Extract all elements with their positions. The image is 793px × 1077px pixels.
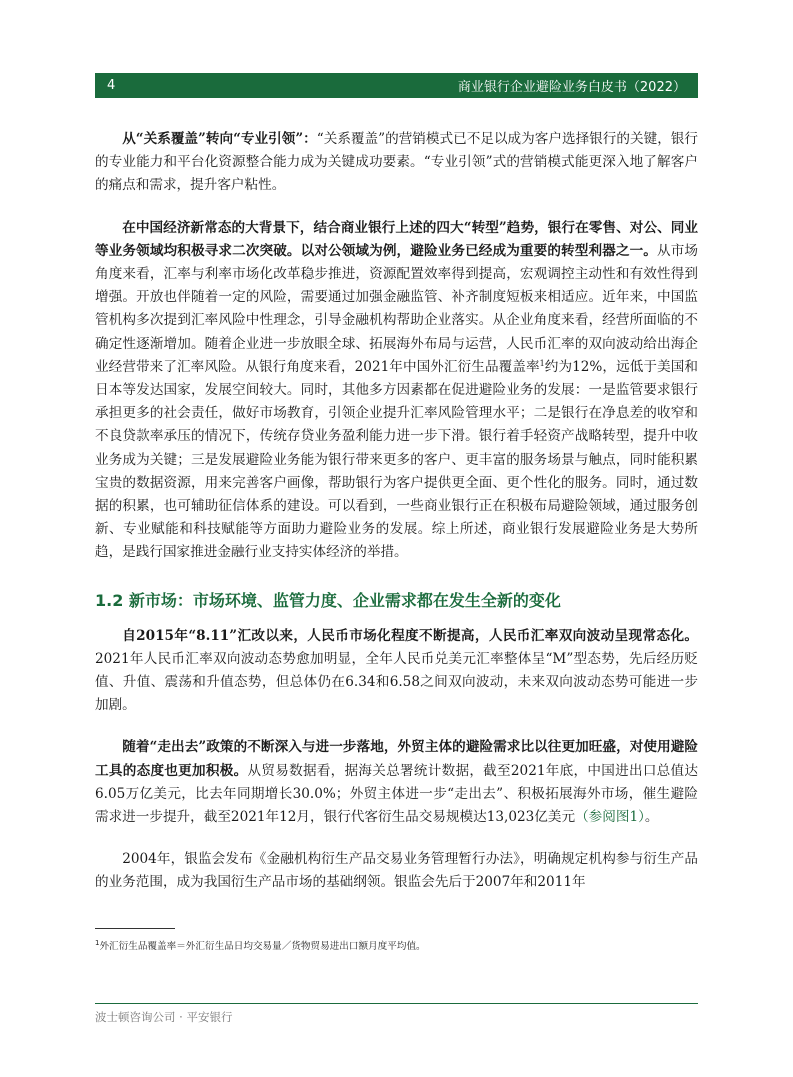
paragraph-3-lead: 自2015年“8.11”汇改以来，人民币市场化程度不断提高，人民币汇率双向波动呈现常态化。	[122, 627, 698, 644]
paragraph-5	[95, 848, 698, 894]
paragraph-4	[95, 736, 698, 829]
footnote	[95, 938, 426, 952]
paragraph-2-lead: 在中国经济新常态的大背景下，结合商业银行上述的四大“转型”趋势，银行在零售、对公、同业等业务领域均积极寻求二次突破。以对公领域为例，避险业务已经成为重要的转型利器之一。	[95, 219, 698, 259]
paragraph-2-body-b: 约为12%，远低于美国和日本等发达国家，发展空间较大。同时，其他多方因素都在促进避险业务的发展：一是监管要求银行承担更多的社会责任，做好市场教育，引领企业提升汇率风险管理水平；二是银行在净息差的收窄和不良贷款率承压的情况下，传统存贷业务盈利能力进一步下滑。银行着手轻资产战略转型，提升中收业务成为关键；三是发展避险业务能为银行带来更多的客户、更丰富的服务场景与触点，同时能积累宝贵的数据资源，用来完善客户画像，帮助银行为客户提供更全面、更个性化的服务。同时，通过数据的积累，也可辅助征信体系的建设。可以看到，一些商业银行正在积极布局避险领域，通过服务创新、专业赋能和科技赋能等方面助力避险业务的发展。综上所述，商业银行发展避险业务是大势所趋，是践行国家推进金融行业支持实体经济的举措。	[95, 358, 699, 561]
paragraph-1-body: “关系覆盖”的营销模式已不足以成为客户选择银行的关键，银行的专业能力和平台化资源整合能力成为关键成功要素。“专业引领”式的营销模式能更深入地了解客户的痛点和需求，提升客户粘性。	[95, 131, 698, 194]
paragraph-1	[95, 128, 698, 198]
paragraph-4-lead: 随着“走出去”政策的不断深入与进一步落地，外贸主体的避险需求比以往更加旺盛，对使用避险工具的态度也更加积极。	[95, 739, 698, 779]
paragraph-3-body: 2021年人民币汇率双向波动态势愈加明显，全年人民币兑美元汇率整体呈“M”型态势，先后经历贬值、升值、震荡和升值态势，但总体仍在6.34和6.58之间双向波动，未来双向波动态势可能进一步加剧。	[95, 650, 698, 714]
document-title: 商业银行企业避险业务白皮书（2022）	[457, 80, 686, 95]
paragraph-1-lead: 从“关系覆盖”转向“专业引领”：	[122, 131, 317, 147]
footnote-number: 1	[95, 939, 100, 947]
page-number: 4	[107, 78, 116, 93]
paragraph-2-body-a: 从市场角度来看，汇率与利率市场化改革稳步推进，资源配置效率得到提高，宏观调控主动性和有效性得到增强。开放也伴随着一定的风险，需要通过加强金融监管、补齐制度短板来相适应。近年来，中国监管机构多次提到汇率风险中性理念，引导金融机构帮助企业落实。从企业角度来看，经营所面临的不确定性逐渐增加。随着企业进一步放眼全球、拓展海外布局与运营，人民币汇率的双向波动给出海企业经营带来了汇率风险。从银行角度来看，2021年中国外汇衍生品覆盖率	[95, 242, 699, 375]
page-footer: 波士顿咨询公司 · 平安银行	[95, 1010, 233, 1024]
section-heading: 1.2 新市场：市场环境、监管力度、企业需求都在发生全新的变化	[95, 590, 561, 610]
page-header-bar	[95, 73, 698, 98]
footnote-marker: 1	[539, 358, 545, 368]
figure-reference-link[interactable]: （参阅图1）	[575, 809, 645, 826]
footnote-text: 外汇衍生品覆盖率＝外汇衍生品日均交易量／货物贸易进出口额月度平均值。	[99, 941, 426, 952]
footer-divider	[95, 1003, 698, 1004]
paragraph-4-end: 。	[644, 809, 659, 826]
footnote-divider	[95, 928, 175, 929]
paragraph-2	[95, 217, 698, 565]
paragraph-4-body: 从贸易数据看，据海关总署统计数据，截至2021年底，中国进出口总值达6.05万亿美元，比去年同期增长30.0%；外贸主体进一步“走出去”、积极拓展海外市场，催生避险需求进一步提升，截至2021年12月，银行代客衍生品交易规模达13,023亿美元	[95, 762, 698, 826]
paragraph-3	[95, 625, 698, 718]
paragraph-5-body: 2004年，银监会发布《金融机构衍生产品交易业务管理暂行办法》，明确规定机构参与衍生产品的业务范围，成为我国衍生产品市场的基础纲领。银监会先后于2007年和2011年	[95, 851, 698, 891]
main-content	[95, 128, 698, 895]
